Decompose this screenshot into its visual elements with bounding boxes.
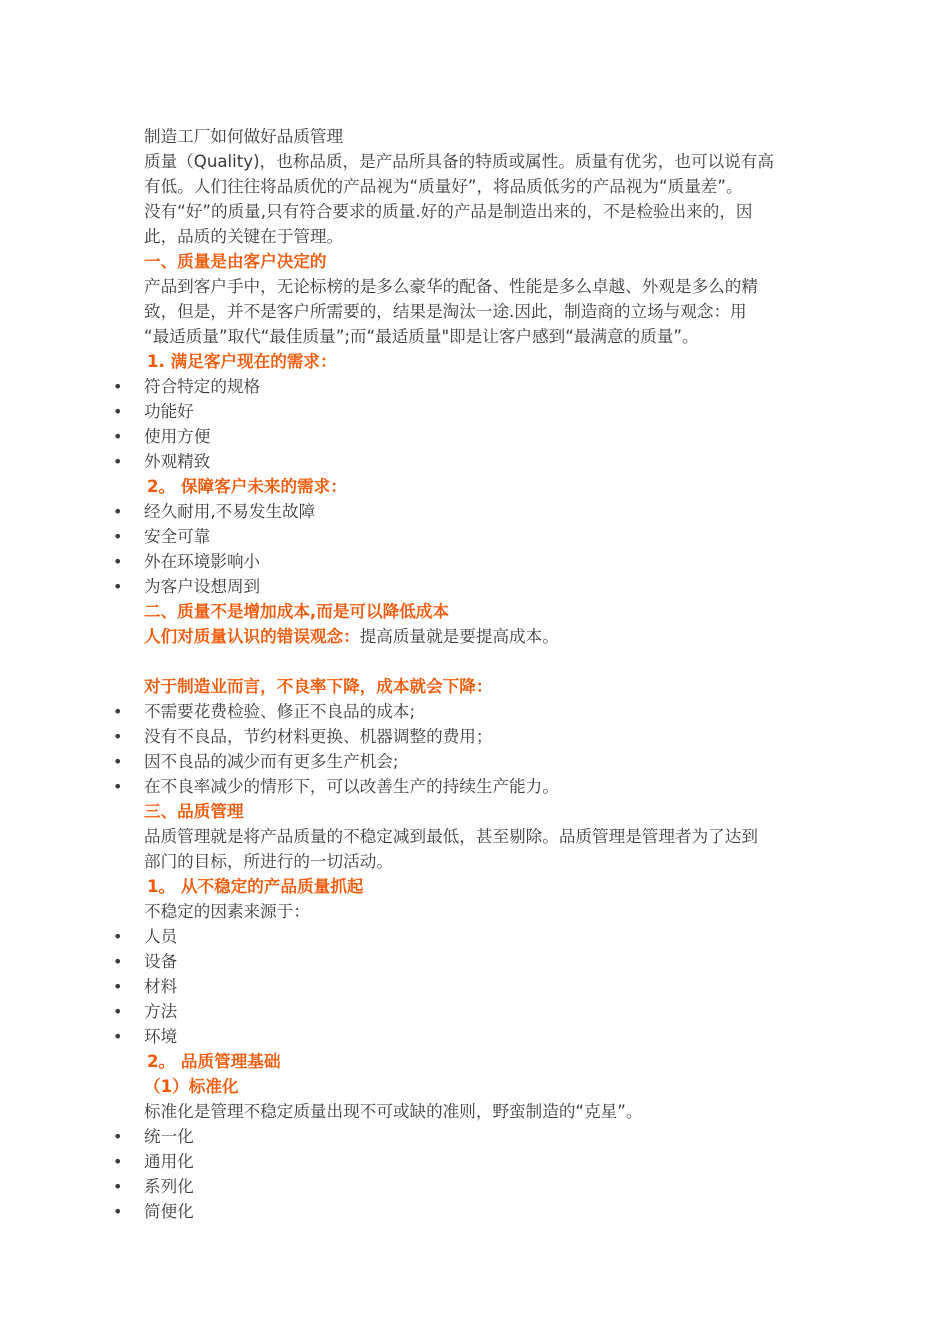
- subheading: 1。 从不稳定的产品质量抓起: [147, 877, 364, 896]
- intro-line: 质量（Quality)，也称品质，是产品所具备的特质或属性。质量有优劣，也可以说有高: [144, 152, 774, 171]
- intro-line: 有低。人们往往将品质优的产品视为“质量好”，将品质低劣的产品视为“质量差”。: [144, 177, 743, 196]
- list-item: • 简便化: [113, 1202, 194, 1221]
- paragraph-line: 不稳定的因素来源于：: [144, 902, 310, 921]
- list-item: • 方法: [113, 1002, 178, 1021]
- list-item: • 符合特定的规格: [113, 377, 261, 396]
- paragraph-line: 标准化是管理不稳定质量出现不可或缺的准则，野蛮制造的“克星”。: [144, 1102, 643, 1121]
- list-item: • 外在环境影响小: [113, 552, 261, 571]
- list-item: • 在不良率减少的情形下，可以改善生产的持续生产能力。: [113, 777, 559, 796]
- paragraph-line: 部门的目标，所进行的一切活动。: [144, 852, 393, 871]
- list-item: • 功能好: [113, 402, 194, 421]
- list-item: • 安全可靠: [113, 527, 211, 546]
- list-item: • 为客户设想周到: [113, 577, 261, 596]
- paragraph-line: 产品到客户手中，无论标榜的是多么豪华的配备、性能是多么卓越、外观是多么的精: [144, 277, 758, 296]
- misconception-text: 提高质量就是要提高成本。: [359, 627, 559, 646]
- subheading: 对于制造业而言，不良率下降，成本就会下降：: [144, 677, 493, 696]
- subheading-standardization: （1）标准化: [144, 1077, 239, 1096]
- paragraph-line: “最适质量”取代“最佳质量”;而“最适质量"即是让客户感到“最满意的质量”。: [144, 327, 699, 346]
- list-item: • 通用化: [113, 1152, 194, 1171]
- intro-line: 此，品质的关键在于管理。: [144, 227, 344, 246]
- subheading: 1. 满足客户现在的需求：: [147, 352, 337, 371]
- list-item: • 经久耐用,不易发生故障: [113, 502, 316, 521]
- list-item: • 人员: [113, 927, 178, 946]
- paragraph-line: 致，但是，并不是客户所需要的，结果是淘汰一途.因此，制造商的立场与观念：用: [144, 302, 747, 321]
- section-heading-2: 二、质量不是增加成本,而是可以降低成本: [144, 602, 449, 621]
- misconception-label: 人们对质量认识的错误观念：: [144, 627, 360, 646]
- list-item: • 不需要花费检验、修正不良品的成本;: [113, 702, 416, 721]
- list-item: • 因不良品的减少而有更多生产机会;: [113, 752, 399, 771]
- list-item: • 统一化: [113, 1127, 194, 1146]
- section-heading-1: 一、质量是由客户决定的: [144, 252, 327, 271]
- list-item: • 材料: [113, 977, 178, 996]
- list-item: • 系列化: [113, 1177, 194, 1196]
- list-item: • 外观精致: [113, 452, 211, 471]
- list-item: • 设备: [113, 952, 178, 971]
- intro-line: 没有“好”的质量,只有符合要求的质量.好的产品是制造出来的，不是检验出来的，因: [144, 202, 753, 221]
- subheading: 2。 品质管理基础: [147, 1052, 281, 1071]
- subheading: 2。 保障客户未来的需求：: [147, 477, 347, 496]
- misconception-line: [144, 624, 559, 649]
- list-item: • 使用方便: [113, 427, 211, 446]
- paragraph-line: 品质管理就是将产品质量的不稳定减到最低，甚至剔除。品质管理是管理者为了达到: [144, 827, 758, 846]
- doc-title: 制造工厂如何做好品质管理: [144, 127, 344, 146]
- list-item: • 环境: [113, 1027, 178, 1046]
- section-heading-3: 三、品质管理: [144, 802, 244, 821]
- list-item: • 没有不良品，节约材料更换、机器调整的费用；: [113, 727, 493, 746]
